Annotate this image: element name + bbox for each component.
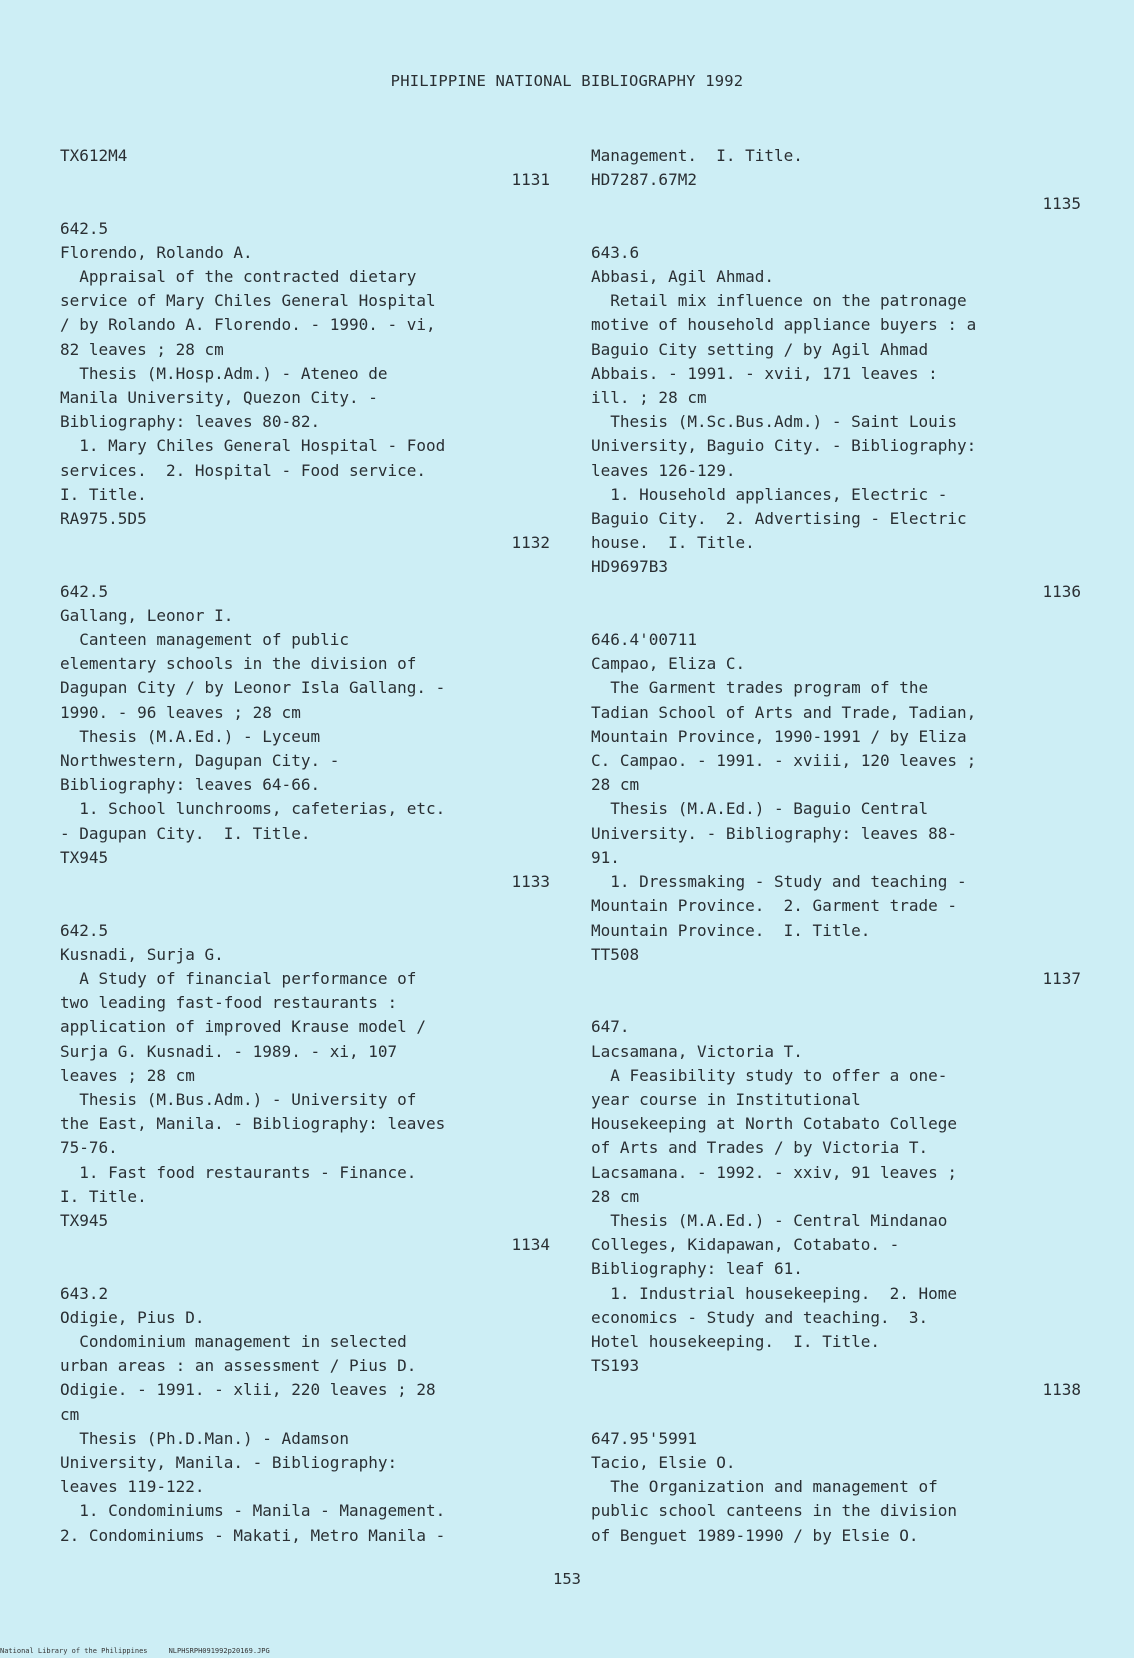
- text-line: Management. I. Title.: [591, 146, 803, 165]
- page-title: PHILIPPINE NATIONAL BIBLIOGRAPHY 1992: [390, 72, 744, 90]
- text-line: TX945: [60, 1210, 109, 1230]
- text-line: Lacsamana, Victoria T.: [591, 1041, 803, 1061]
- text-line: cm: [60, 1404, 80, 1424]
- entry-number: 1133: [511, 872, 550, 892]
- text-line: Appraisal of the contracted dietary: [60, 267, 417, 287]
- text-line: Condominium management in selected: [60, 1331, 407, 1351]
- text-line: Odigie. - 1991. - xlii, 220 leaves ; 28: [60, 1380, 436, 1400]
- text-line: 2. Condominiums - Makati, Metro Manila -: [60, 1525, 446, 1545]
- text-line: TX945: [60, 847, 109, 867]
- entry-number: 1132: [511, 533, 550, 553]
- text-line: Mountain Province. 2. Garment trade -: [591, 896, 958, 916]
- text-line: the East, Manila. - Bibliography: leaves: [60, 1114, 446, 1134]
- text-line: elementary schools in the division of: [60, 654, 417, 674]
- text-line: RA975.5D5: [60, 509, 147, 529]
- text-line: of Benguet 1989-1990 / by Elsie O.: [591, 1525, 919, 1545]
- text-line: Thesis (Ph.D.Man.) - Adamson: [60, 1428, 349, 1448]
- text-line: 1. Mary Chiles General Hospital - Food: [60, 436, 446, 456]
- text-line: two leading fast-food restaurants :: [60, 993, 398, 1013]
- text-line: Tadian School of Arts and Trade, Tadian,: [591, 702, 977, 722]
- text-line: University, Baguio City. - Bibliography:: [591, 436, 977, 456]
- text-line: urban areas : an assessment / Pius D.: [60, 1356, 417, 1376]
- text-line: Campao, Eliza C.: [591, 654, 746, 674]
- text-line: Bibliography: leaves 64-66.: [60, 775, 321, 795]
- text-line: Housekeeping at North Cotabato College: [591, 1114, 958, 1134]
- text-line: I. Title.: [60, 1186, 147, 1206]
- text-line: The Garment trades program of the: [591, 678, 929, 698]
- text-line: 1990. - 96 leaves ; 28 cm: [60, 702, 301, 722]
- blank-line: [591, 1403, 1081, 1427]
- text-line: 642.5: [60, 920, 109, 940]
- text-line: Baguio City setting / by Agil Ahmad: [591, 339, 929, 359]
- entry-number: 1135: [1042, 194, 1081, 214]
- text-line: Gallang, Leonor I.: [60, 605, 234, 625]
- text-line: Tacio, Elsie O.: [591, 1452, 736, 1472]
- text-line: HD7287.67M2: [591, 170, 697, 190]
- text-line: I. Title.: [60, 484, 147, 504]
- text-line: leaves 126-129.: [591, 460, 736, 480]
- text-line: A Study of financial performance of: [60, 968, 417, 988]
- text-line: 1. Condominiums - Manila - Management.: [60, 1501, 446, 1521]
- left-column: [60, 144, 550, 1548]
- text-line: Thesis (M.A.Ed.) - Baguio Central: [591, 799, 929, 819]
- text-line: 1. Fast food restaurants - Finance.: [60, 1162, 417, 1182]
- blank-line: [591, 604, 1081, 628]
- text-line: Bibliography: leaf 61.: [591, 1259, 803, 1279]
- text-line: house. I. Title.: [591, 533, 755, 553]
- text-line: Thesis (M.A.Ed.) - Central Mindanao: [591, 1210, 948, 1230]
- text-line: Abbasi, Agil Ahmad.: [591, 267, 775, 287]
- text-line: 91.: [591, 847, 620, 867]
- text-line: Mountain Province. I. Title.: [591, 920, 871, 940]
- text-line: 28 cm: [591, 1186, 640, 1206]
- text-line: Northwestern, Dagupan City. -: [60, 751, 340, 771]
- text-line: Thesis (M.Bus.Adm.) - University of: [60, 1089, 417, 1109]
- text-line: The Organization and management of: [591, 1477, 938, 1497]
- scan-stamp: National Library of the Philippines NLPHSRPH091992p20169.JPG: [0, 1647, 270, 1655]
- blank-line: [591, 217, 1081, 241]
- text-line: economics - Study and teaching. 3.: [591, 1307, 929, 1327]
- text-line: Kusnadi, Surja G.: [60, 944, 224, 964]
- text-line: 647.: [591, 1017, 630, 1037]
- text-line: application of improved Krause model /: [60, 1017, 427, 1037]
- text-line: 642.5: [60, 218, 109, 238]
- blank-line: [60, 894, 550, 918]
- text-line: Bibliography: leaves 80-82.: [60, 412, 321, 432]
- blank-line: [591, 991, 1081, 1015]
- text-line: C. Campao. - 1991. - xviii, 120 leaves ;: [591, 751, 977, 771]
- text-line: 646.4'00711: [591, 630, 697, 650]
- text-line: ill. ; 28 cm: [591, 388, 707, 408]
- text-line: 1. Dressmaking - Study and teaching -: [591, 872, 967, 892]
- text-line: University, Manila. - Bibliography:: [60, 1452, 398, 1472]
- right-column: [591, 144, 1081, 1548]
- text-line: Abbais. - 1991. - xvii, 171 leaves :: [591, 363, 938, 383]
- text-line: service of Mary Chiles General Hospital: [60, 291, 436, 311]
- blank-line: [60, 192, 550, 216]
- text-line: / by Rolando A. Florendo. - 1990. - vi,: [60, 315, 436, 335]
- blank-line: [60, 1257, 550, 1281]
- text-line: Dagupan City / by Leonor Isla Gallang. -: [60, 678, 446, 698]
- text-line: of Arts and Trades / by Victoria T.: [591, 1138, 929, 1158]
- text-line: year course in Institutional: [591, 1089, 861, 1109]
- text-line: Canteen management of public: [60, 630, 349, 650]
- text-line: public school canteens in the division: [591, 1501, 958, 1521]
- page-number: 153: [553, 1570, 581, 1588]
- text-line: HD9697B3: [591, 557, 669, 577]
- text-line: Odigie, Pius D.: [60, 1307, 205, 1327]
- text-line: A Feasibility study to offer a one-: [591, 1065, 948, 1085]
- text-line: services. 2. Hospital - Food service.: [60, 460, 427, 480]
- text-line: Baguio City. 2. Advertising - Electric: [591, 509, 967, 529]
- text-line: 1. Industrial housekeeping. 2. Home: [591, 1283, 958, 1303]
- text-line: leaves ; 28 cm: [60, 1065, 195, 1085]
- entry-number: 1137: [1042, 968, 1081, 988]
- text-line: TS193: [591, 1356, 640, 1376]
- text-line: 75-76.: [60, 1138, 118, 1158]
- text-line: 28 cm: [591, 775, 640, 795]
- text-line: motive of household appliance buyers : a: [591, 315, 977, 335]
- text-line: - Dagupan City. I. Title.: [60, 823, 311, 843]
- text-line: 642.5: [60, 581, 109, 601]
- text-line: 1. Household appliances, Electric -: [591, 484, 948, 504]
- text-line: 643.6: [591, 242, 640, 262]
- text-line: 1. School lunchrooms, cafeterias, etc.: [60, 799, 446, 819]
- text-line: Thesis (M.Sc.Bus.Adm.) - Saint Louis: [591, 412, 958, 432]
- text-line: Retail mix influence on the patronage: [591, 291, 967, 311]
- text-line: 647.95'5991: [591, 1428, 697, 1448]
- text-line: Hotel housekeeping. I. Title.: [591, 1331, 880, 1351]
- entry-number: 1138: [1042, 1380, 1081, 1400]
- text-line: 82 leaves ; 28 cm: [60, 339, 224, 359]
- text-line: TT508: [591, 944, 640, 964]
- text-line: Thesis (M.Hosp.Adm.) - Ateneo de: [60, 363, 388, 383]
- text-line: Colleges, Kidapawan, Cotabato. -: [591, 1235, 900, 1255]
- text-line: Surja G. Kusnadi. - 1989. - xi, 107: [60, 1041, 398, 1061]
- blank-line: [60, 555, 550, 579]
- text-line: Thesis (M.A.Ed.) - Lyceum: [60, 726, 321, 746]
- text-line: Mountain Province, 1990-1991 / by Eliza: [591, 726, 967, 746]
- entry-number: 1134: [511, 1235, 550, 1255]
- text-line: Lacsamana. - 1992. - xxiv, 91 leaves ;: [591, 1162, 958, 1182]
- text-line: 643.2: [60, 1283, 109, 1303]
- text-line: Florendo, Rolando A.: [60, 242, 253, 262]
- text-line: Manila University, Quezon City. -: [60, 388, 378, 408]
- entry-number: 1131: [511, 170, 550, 190]
- text-line: leaves 119-122.: [60, 1477, 205, 1497]
- text-line: University. - Bibliography: leaves 88-: [591, 823, 958, 843]
- entry-number: 1136: [1042, 581, 1081, 601]
- text-line: TX612M4: [60, 146, 128, 165]
